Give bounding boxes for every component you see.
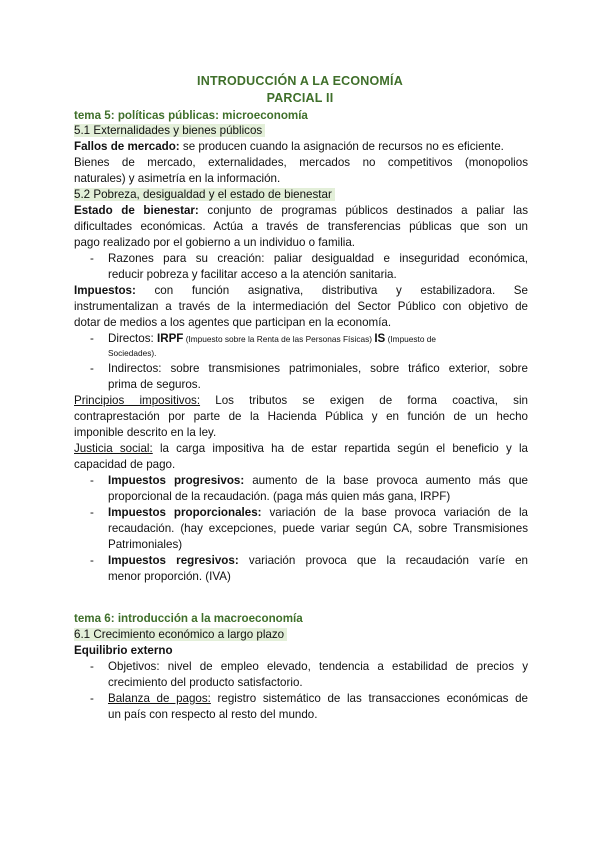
estado-bienestar-line-3: pago realizado por el gobierno a un individuo o familia. [74, 236, 356, 249]
proporcionales-line-3: Patrimoniales) [108, 538, 183, 551]
principios-line-2: contraprestación por parte de la Hacienda Pública y en función de un hecho [74, 410, 528, 423]
principios-line-3: imponible descrito en la ley. [74, 426, 217, 439]
bullet-dash: - [90, 252, 94, 265]
bullet-dash: - [90, 362, 94, 375]
objetivos-line-1: Objetivos: nivel de empleo elevado, tendencia a estabilidad de precios y [108, 660, 528, 673]
balanza-line-1: Balanza de pagos: registro sistemático de las transacciones económicas de [108, 692, 529, 705]
impuestos-line-2: instrumentalizan a través de la intermediación del Sector Público con objetivo de [74, 300, 528, 313]
bullet-dash: - [90, 660, 94, 673]
section-5-2-heading: 5.2 Pobreza, desigualdad y el estado de bienestar [74, 187, 528, 202]
equilibrio-externo-heading: Equilibrio externo [74, 644, 173, 657]
razones-line-2: reducir pobreza y facilitar acceso a la atención sanitaria. [108, 268, 397, 281]
indirectos-line-1: Indirectos: sobre transmisiones patrimoniales, sobre tráfico exterior, sobre [108, 362, 528, 375]
section-5-1-heading: 5.1 Externalidades y bienes públicos [74, 123, 528, 138]
tema6-heading: tema 6: introducción a la macroeconomía [74, 612, 303, 625]
principios-line-1: Principios impositivos: Los tributos se exigen de forma coactiva, sin [74, 394, 528, 407]
bullet-dash: - [90, 332, 94, 345]
bullet-dash: - [90, 692, 94, 705]
directos-line-1: Directos: IRPF (Impuesto sobre la Renta de las Personas Físicas) IS (Impuesto de [108, 332, 437, 345]
justicia-line-1: Justicia social: la carga impositiva ha de estar repartida según el beneficio y la [74, 442, 528, 455]
justicia-line-2: capacidad de pago. [74, 458, 176, 471]
proporcionales-line-2: recaudación. (hay excepciones, puede variar según CA, sobre Transmisiones [108, 522, 528, 535]
fallos-line-1: Fallos de mercado: se producen cuando la asignación de recursos no es eficiente. [74, 140, 504, 153]
regresivos-line-1: Impuestos regresivos: variación provoca que la recaudación varíe en [108, 554, 528, 567]
bullet-dash: - [90, 474, 94, 487]
progresivos-line-2: proporcional de la recaudación. (paga más quien más gana, IRPF) [108, 490, 451, 503]
balanza-line-2: un país con respecto al resto del mundo. [108, 708, 318, 721]
estado-bienestar-line-2: dificultades económicas. Actúa a través de transferencias públicas que son un [74, 220, 528, 233]
fallos-line-3: naturales) y asimetría en la información. [74, 172, 281, 185]
directos-line-2: Sociedades). [108, 348, 157, 358]
estado-bienestar-line-1: Estado de bienestar: conjunto de programas públicos destinados a paliar las [74, 204, 528, 217]
bullet-dash: - [90, 506, 94, 519]
razones-line-1: Razones para su creación: paliar desigualdad e inseguridad económica, [108, 252, 528, 265]
section-6-1-heading: 6.1 Crecimiento económico a largo plazo [74, 627, 528, 642]
regresivos-line-2: menor proporción. (IVA) [108, 570, 231, 583]
impuestos-line-1: Impuestos: con función asignativa, distributiva y estabilizadora. Se [74, 284, 528, 297]
objetivos-line-2: crecimiento del producto satisfactorio. [108, 676, 303, 689]
fallos-line-2: Bienes de mercado, externalidades, mercados no competitivos (monopolios [74, 156, 528, 169]
impuestos-line-3: dotar de medios a los agentes que participan en la economía. [74, 316, 392, 329]
bullet-dash: - [90, 554, 94, 567]
tema5-heading: tema 5: políticas públicas: microeconomía [74, 109, 308, 122]
document-subtitle: PARCIAL II [266, 91, 334, 105]
indirectos-line-2: prima de seguros. [108, 378, 201, 391]
progresivos-line-1: Impuestos progresivos: aumento de la base provoca aumento más que [108, 474, 528, 487]
document-title: INTRODUCCIÓN A LA ECONOMÍA [197, 74, 403, 88]
proporcionales-line-1: Impuestos proporcionales: variación de la base provoca variación de la [108, 506, 529, 519]
